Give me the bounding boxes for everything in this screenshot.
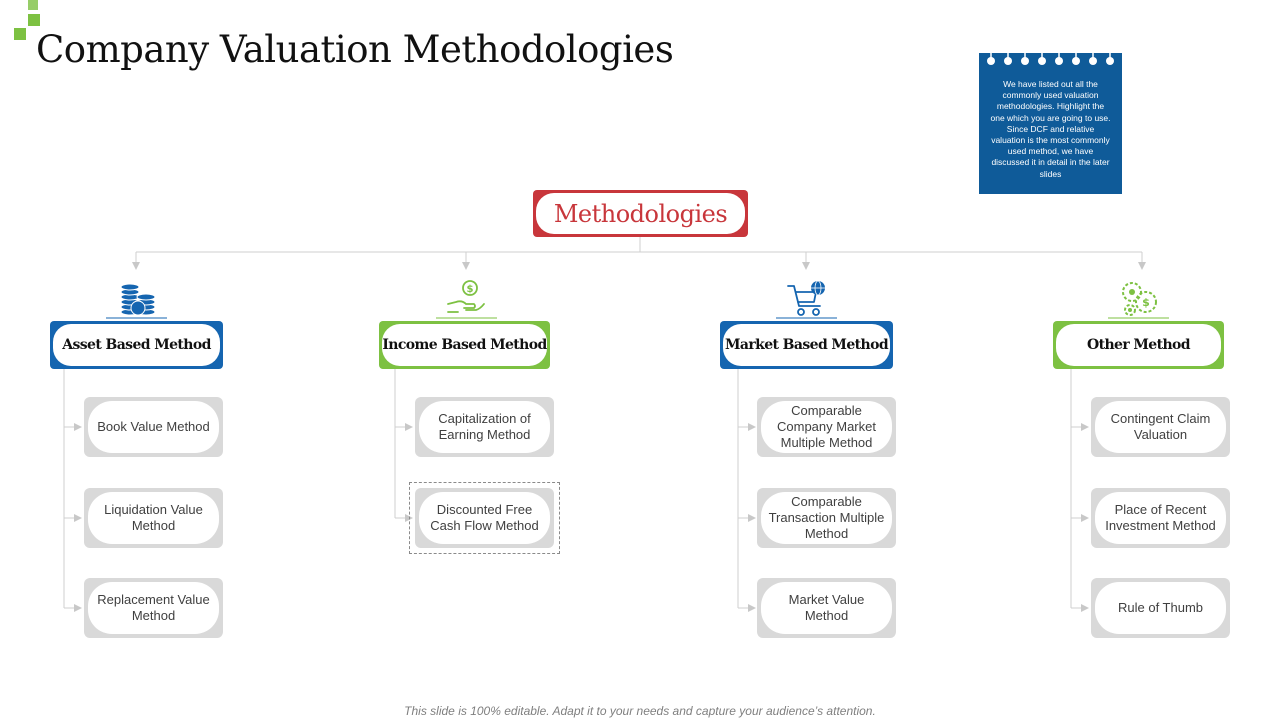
- category-label: Market Based Method: [723, 324, 890, 366]
- method-label: Discounted Free Cash Flow Method: [419, 492, 550, 544]
- method-label: Liquidation Value Method: [88, 492, 219, 544]
- coins-stack-icon: [116, 278, 158, 318]
- category-label: Asset Based Method: [53, 324, 220, 366]
- note-text: We have listed out all the commonly used valuation methodologies. Highlight the one which you are going to use. Since DCF and relative valuation is the most commonly used method, we have discussed it in detail in the later slides: [990, 79, 1111, 179]
- category-label: Income Based Method: [382, 324, 547, 366]
- method-item: [84, 578, 223, 638]
- hand-dollar-icon: [446, 278, 488, 318]
- method-label: Book Value Method: [88, 401, 219, 453]
- footer-note: This slide is 100% editable. Adapt it to your needs and capture your audience’s attention.: [404, 704, 876, 718]
- method-item: [84, 397, 223, 457]
- root-node: [533, 190, 748, 237]
- page-title: Company Valuation Methodologies: [36, 28, 674, 71]
- svg-text:$: $: [466, 284, 474, 295]
- root-label: Methodologies: [536, 193, 745, 234]
- category-other: [1053, 321, 1224, 369]
- method-label: Comparable Transaction Multiple Method: [761, 492, 892, 544]
- method-label: Place of Recent Investment Method: [1095, 492, 1226, 544]
- method-label: Capitalization of Earning Method: [419, 401, 550, 453]
- method-item: [415, 397, 554, 457]
- method-label: Replacement Value Method: [88, 582, 219, 634]
- method-item: [1091, 488, 1230, 548]
- method-item: [757, 488, 896, 548]
- method-label: Rule of Thumb: [1095, 582, 1226, 634]
- category-asset-based: [50, 321, 223, 369]
- category-market-based: [720, 321, 893, 369]
- shopping-cart-icon: [786, 278, 828, 318]
- method-label: Comparable Company Market Multiple Method: [761, 401, 892, 453]
- method-label: Market Value Method: [761, 582, 892, 634]
- method-label: Contingent Claim Valuation: [1095, 401, 1226, 453]
- method-item: [757, 397, 896, 457]
- category-income-based: [379, 321, 550, 369]
- category-label: Other Method: [1056, 324, 1221, 366]
- method-item: [84, 488, 223, 548]
- method-item: [1091, 578, 1230, 638]
- method-item: [1091, 397, 1230, 457]
- svg-text:$: $: [1142, 296, 1150, 309]
- method-item: [757, 578, 896, 638]
- gears-dollar-icon: [1118, 278, 1160, 318]
- method-item-highlighted: [415, 488, 554, 548]
